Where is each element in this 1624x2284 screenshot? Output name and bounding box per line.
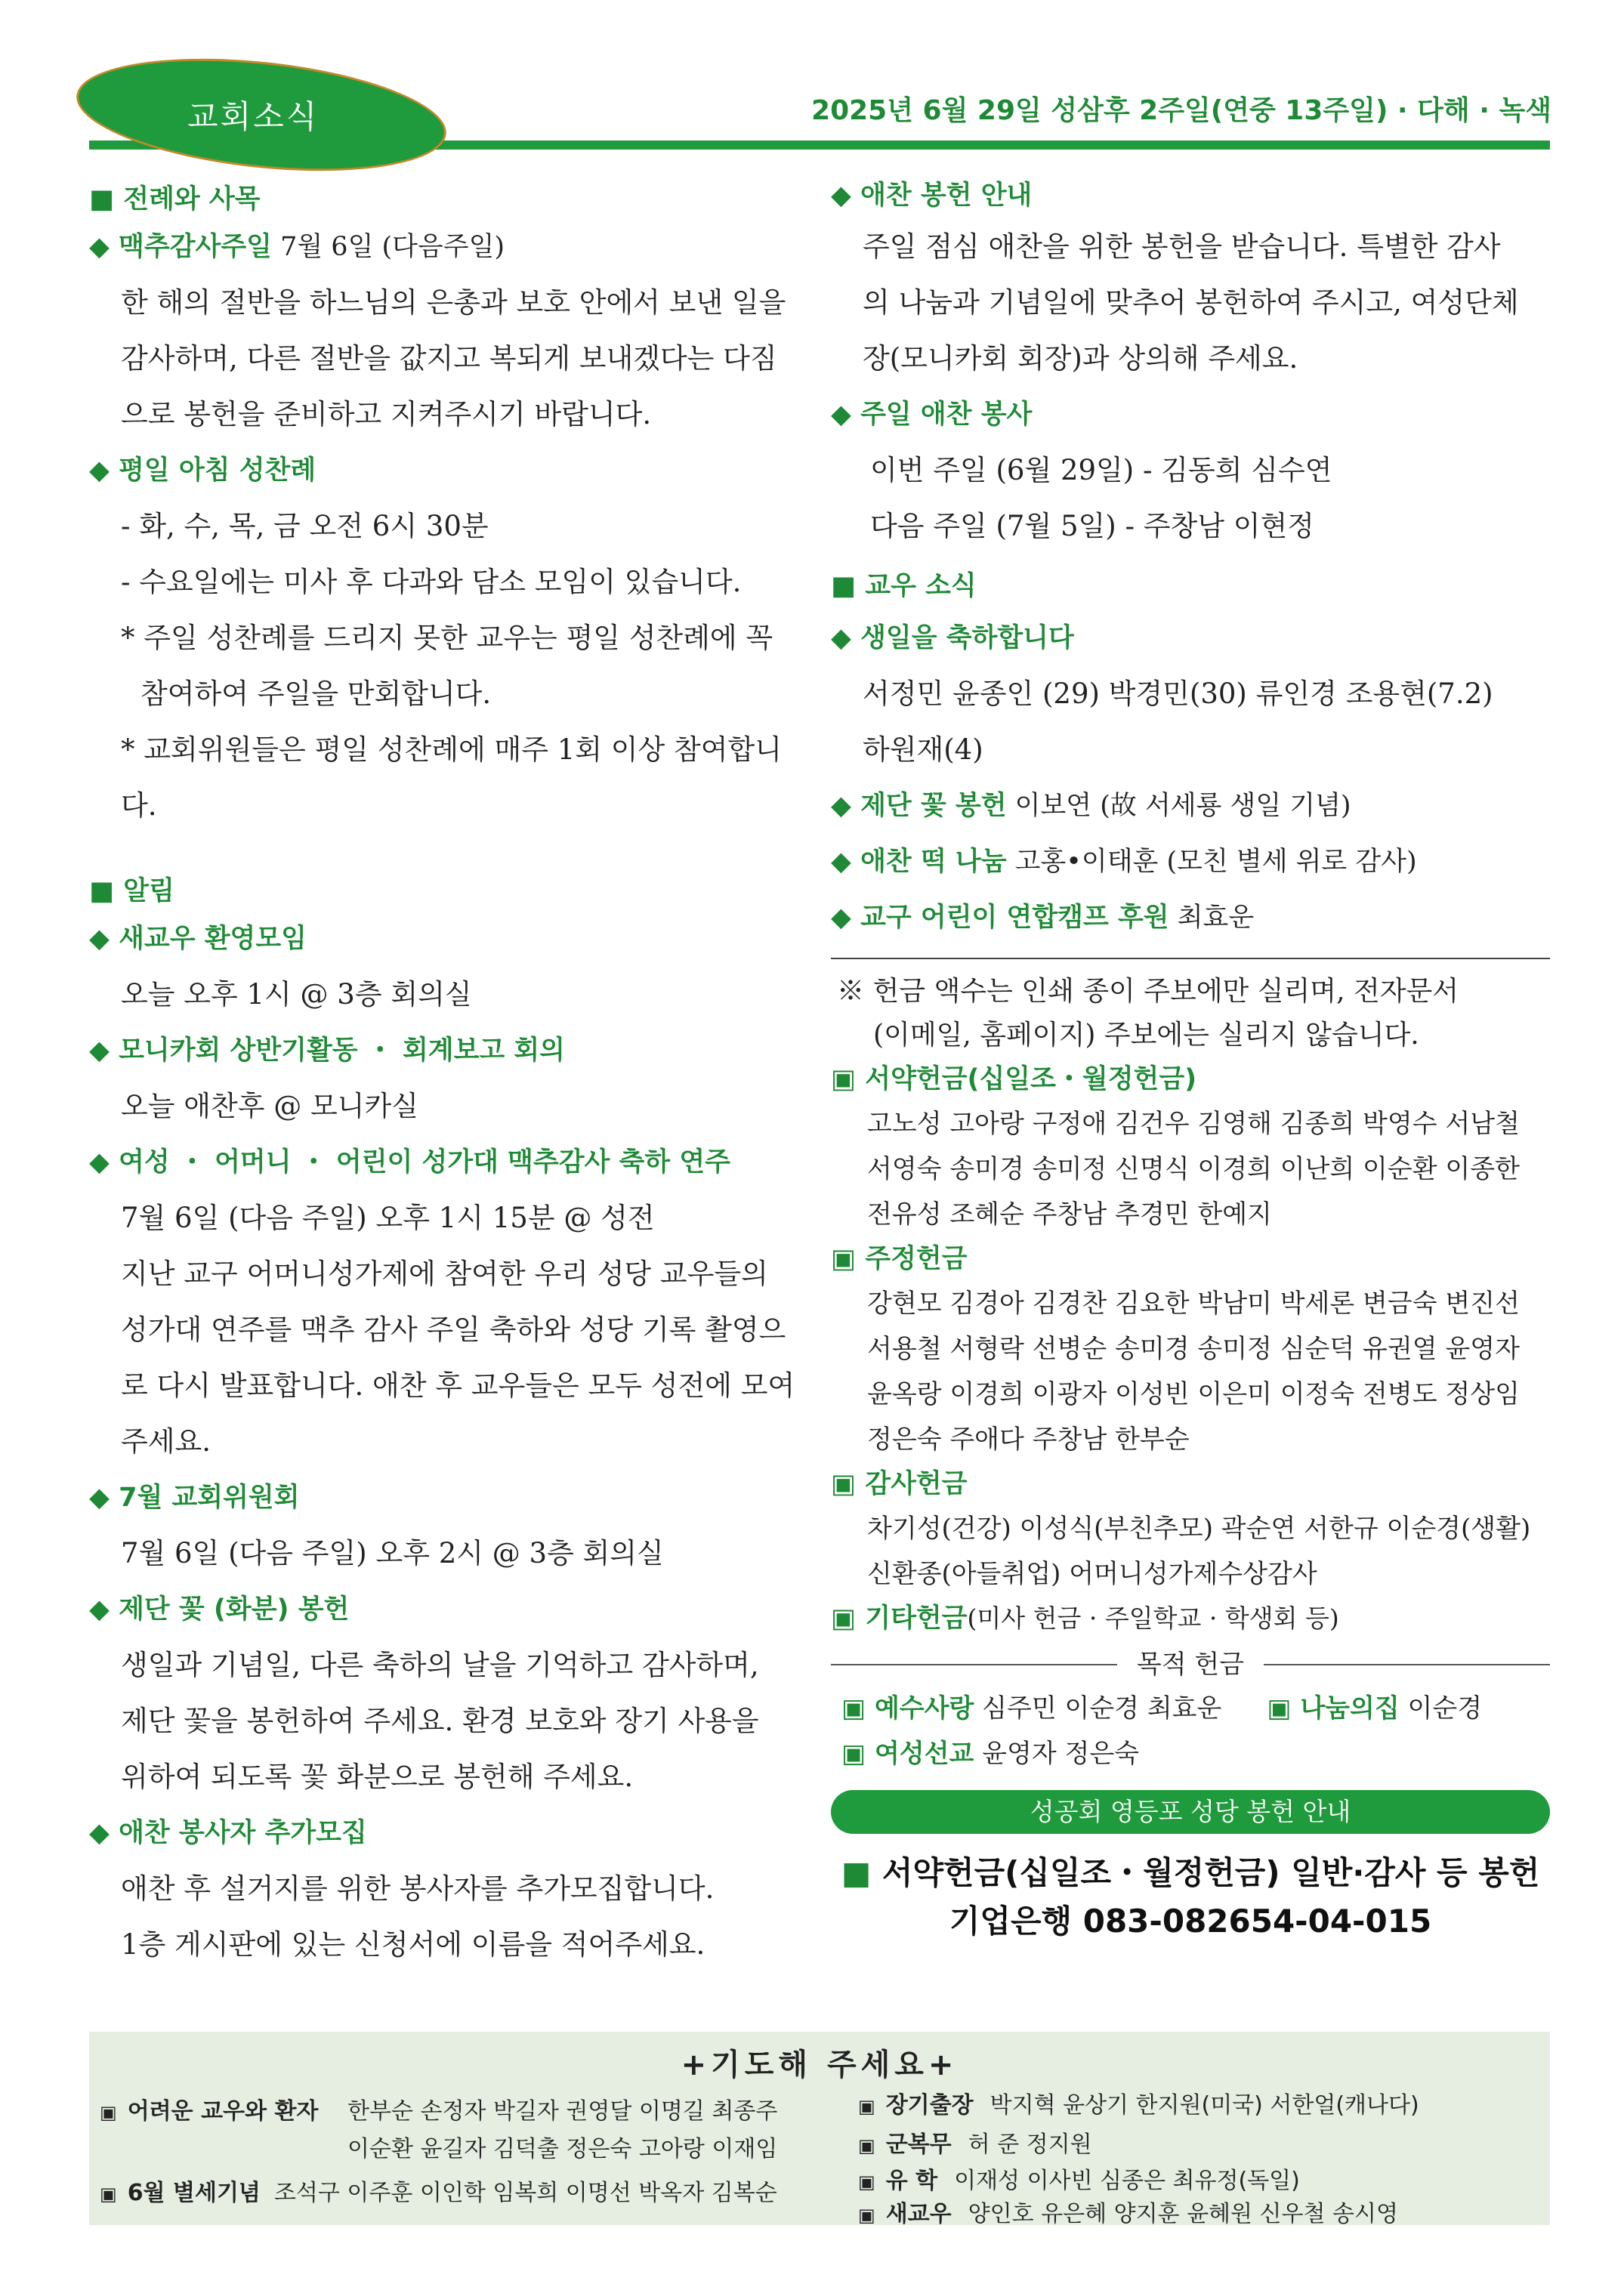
item-choir: ◆ 여성 ・ 어머니 ・ 어린이 성가대 맥추감사 축하 연주 — [89, 1147, 730, 1177]
prayer-study-abroad-names: 이재성 이사빈 심종은 최유정(독일) — [954, 2168, 1300, 2194]
thanks-names-2: 신환종(아들취업) 어머니성가제수상감사 — [867, 1559, 1317, 1589]
item-monica: ◆ 모니카회 상반기활동 ・ 회계보고 회의 — [89, 1036, 565, 1066]
purpose-women-mission-label: ▣ 여성선교 — [841, 1739, 974, 1769]
meal-offering-body-3: 장(모니카회 회장)과 상의해 주세요. — [863, 342, 1298, 375]
camp-support-title: ◆ 교구 어린이 연합캠프 후원 — [831, 903, 1169, 933]
other-title: ▣ 기타헌금 — [831, 1603, 968, 1634]
section-liturgy: ■ 전례와 사목 — [89, 184, 261, 215]
pledge-names-3: 전유성 조혜순 주창남 추경민 한예지 — [867, 1199, 1272, 1230]
item-rice-cake — [831, 834, 1550, 890]
purpose-label: 목적 헌금 — [1136, 1650, 1245, 1680]
bank-offering-types — [831, 1849, 1550, 1897]
offering-other — [831, 1597, 1550, 1640]
purpose-row-2 — [831, 1731, 1550, 1776]
item-thanksgiving-title: ◆ 맥추감사주일 — [89, 232, 272, 262]
meal-service-next-week: 다음 주일 (7월 5일) - 주창남 이현정 — [870, 510, 1314, 542]
item-thanksgiving-body-2: 감사하며, 다른 절반을 값지고 복되게 보내겠다는 다짐 — [121, 342, 777, 375]
prayer-business-trip — [858, 2086, 1419, 2119]
item-altar-flowers-body-2: 제단 꽃을 봉헌하여 주세요. 환경 보호와 장기 사용을 — [121, 1705, 759, 1737]
purpose-line-right — [1264, 1664, 1550, 1665]
item-thanksgiving-date: 7월 6일 (다음주일) — [271, 232, 505, 262]
pledge-names-2: 서영숙 송미경 송미정 신명식 이경희 이난희 이순환 이종한 — [867, 1154, 1520, 1184]
bank-offering-text: 서약헌금(십일조・월정헌금) 일반·감사 등 봉헌 — [871, 1854, 1540, 1891]
prayer-military-names: 허 준 정지원 — [968, 2131, 1092, 2158]
item-thanksgiving-body-1: 한 해의 절반을 하느님의 은총과 보호 안에서 보낸 일을 — [121, 286, 786, 319]
purpose-sharing-house-names: 이순경 — [1399, 1693, 1483, 1724]
prayer-business-trip-names: 박지혁 윤상기 한지원(미국) 서한얼(캐나다) — [990, 2092, 1419, 2119]
offering-note-2: (이메일, 홈페이지) 주보에는 실리지 않습니다. — [873, 1020, 1419, 1051]
purpose-offering-header — [831, 1644, 1550, 1686]
item-council: ◆ 7월 교회위원회 — [89, 1483, 300, 1513]
pledge-names-1: 고노성 고아랑 구정애 김건우 김영해 김종희 박영수 서남철 — [867, 1109, 1520, 1139]
header-tag: 교회소식 — [187, 98, 320, 135]
prayer-sick-label: 어려운 교우와 환자 — [127, 2098, 319, 2125]
prayer-sick — [100, 2092, 318, 2125]
prayer-sick-names-1: 한부순 손정자 박길자 권영달 이명길 최종주 — [347, 2098, 778, 2125]
offering-pledge-title: ▣ 서약헌금(십일조・월정헌금) — [831, 1064, 1197, 1094]
item-altar-flower-offering — [831, 778, 1550, 834]
prayer-military — [858, 2125, 1092, 2159]
item-volunteers-body-2: 1층 게시판에 있는 신청서에 이름을 적어주세요. — [121, 1928, 705, 1961]
weekday-line-1: - 화, 수, 목, 금 오전 6시 30분 — [121, 510, 489, 542]
birthdays-line-2: 하원재(4) — [863, 733, 983, 766]
offering-weekly-title: ▣ 주정헌금 — [831, 1244, 968, 1274]
item-monica-body: 오늘 애찬후 @ 모니카실 — [121, 1090, 418, 1122]
meal-service-this-week: 이번 주일 (6월 29일) - 김동희 심수연 — [870, 454, 1332, 486]
purpose-jesus-love-names: 심주민 이순경 최효운 — [974, 1693, 1222, 1724]
item-altar-flowers-body-1: 생일과 기념일, 다른 축하의 날을 기억하고 감사하며, — [121, 1649, 759, 1681]
item-thanksgiving — [89, 219, 814, 275]
rice-cake-title: ◆ 애찬 떡 나눔 — [831, 847, 1007, 877]
weekly-names-4: 정은숙 주애다 주창남 한부순 — [867, 1424, 1190, 1455]
item-choir-body-2: 지난 교구 어머니성가제에 참여한 우리 성당 교우들의 — [121, 1258, 768, 1290]
divider — [831, 958, 1550, 959]
item-choir-body-1: 7월 6일 (다음 주일) 오후 1시 15분 @ 성전 — [121, 1202, 655, 1234]
camp-support-donor: 최효운 — [1169, 903, 1255, 933]
prayer-sick-names-2: 이순환 윤길자 김덕출 정은숙 고아랑 이재임 — [347, 2136, 778, 2162]
item-birthdays: ◆ 생일을 축하합니다 — [831, 623, 1074, 653]
square-mark-icon: ▣ — [858, 2096, 875, 2117]
square-mark-icon: ▣ — [858, 2135, 875, 2156]
prayer-new-members-names: 양인호 유은혜 양지훈 윤혜원 신우철 송시영 — [968, 2201, 1398, 2227]
item-council-body: 7월 6일 (다음 주일) 오후 2시 @ 3층 회의실 — [121, 1537, 664, 1569]
thanks-names-1: 차기성(건강) 이성식(부친추모) 곽순연 서한규 이순경(생활) — [867, 1514, 1531, 1544]
left-column — [89, 172, 814, 1973]
prayer-title: +기도해 주세요+ — [681, 2048, 959, 2082]
purpose-row-1 — [831, 1686, 1550, 1731]
prayer-study-abroad — [858, 2162, 1300, 2195]
prayer-memorial-names: 조석구 이주훈 이인학 임복희 이명선 박옥자 김복순 — [273, 2180, 777, 2206]
item-altar-flowers-body-3: 위하여 되도록 꽃 화분으로 봉헌해 주세요. — [121, 1761, 634, 1793]
right-column — [831, 172, 1550, 1946]
purpose-line-left — [831, 1664, 1117, 1665]
altar-flower-title: ◆ 제단 꽃 봉헌 — [831, 791, 1007, 821]
prayer-new-members-label: 새교우 — [885, 2201, 952, 2227]
prayer-memorial-label: 6월 별세기념 — [127, 2180, 261, 2206]
offering-thanks-title: ▣ 감사헌금 — [831, 1469, 968, 1499]
other-desc: (미사 헌금 · 주일학교 · 학생회 등) — [967, 1603, 1339, 1633]
section-notice: ■ 알림 — [89, 876, 174, 906]
item-meal-service: ◆ 주일 애찬 봉사 — [831, 400, 1033, 430]
item-meal-offering: ◆ 애찬 봉헌 안내 — [831, 181, 1033, 211]
purpose-jesus-love-label: ▣ 예수사랑 — [841, 1693, 974, 1724]
section-members: ■ 교우 소식 — [831, 571, 977, 601]
prayer-new-members — [858, 2195, 1398, 2228]
weekly-names-2: 서용철 서형락 선병순 송미경 송미정 심순덕 유권열 윤영자 — [867, 1334, 1520, 1364]
prayer-military-label: 군복무 — [885, 2131, 952, 2158]
item-choir-body-4: 로 다시 발표합니다. 애찬 후 교우들은 모두 성전에 모여 — [121, 1369, 795, 1402]
item-altar-flowers: ◆ 제단 꽃 (화분) 봉헌 — [89, 1594, 350, 1625]
item-choir-body-3: 성가대 연주를 맥추 감사 주일 축하와 성당 기록 촬영으 — [121, 1313, 786, 1346]
altar-flower-donor: 이보연 (故 서세룡 생일 기념) — [1006, 791, 1351, 821]
item-thanksgiving-body-3: 으로 봉헌을 준비하고 지켜주시기 바랍니다. — [121, 398, 652, 431]
item-newcomer: ◆ 새교우 환영모임 — [89, 924, 307, 954]
bank-banner: 성공회 영등포 성당 봉헌 안내 — [831, 1790, 1550, 1834]
item-camp-support — [831, 890, 1550, 946]
item-weekday-eucharist: ◆ 평일 아침 성찬례 — [89, 455, 316, 486]
weekday-line-2: - 수요일에는 미사 후 다과와 담소 모임이 있습니다. — [121, 566, 742, 598]
prayer-business-trip-label: 장기출장 — [885, 2092, 974, 2119]
weekly-names-1: 강현모 김경아 김경찬 김요한 박남미 박세론 변금숙 변진선 — [867, 1289, 1520, 1319]
weekday-line-3: * 주일 성찬례를 드리지 못한 교우는 평일 성찬례에 꼭 — [121, 622, 773, 654]
prayer-memorial — [100, 2174, 777, 2207]
square-icon: ■ — [841, 1854, 872, 1891]
weekday-line-5: * 교회위원들은 평일 성찬례에 매주 1회 이상 참여합니다. — [121, 733, 782, 822]
rice-cake-donor: 고홍•이태훈 (모친 별세 위로 감사) — [1006, 847, 1417, 877]
weekly-names-3: 윤옥랑 이경희 이광자 이성빈 이은미 이정숙 전병도 정상임 — [867, 1379, 1520, 1409]
prayer-box — [89, 2032, 1550, 2225]
square-mark-icon: ▣ — [858, 2205, 875, 2226]
bank-account: 기업은행 083-082654-04-015 — [949, 1903, 1432, 1940]
item-volunteers-body-1: 애찬 후 설거지를 위한 봉사자를 추가모집합니다. — [121, 1872, 715, 1905]
birthdays-line-1: 서정민 윤종인 (29) 박경민(30) 류인경 조용현(7.2) — [863, 677, 1493, 710]
offering-note-1: ※ 헌금 액수는 인쇄 종이 주보에만 실리며, 전자문서 — [837, 976, 1459, 1007]
square-mark-icon: ▣ — [100, 2102, 117, 2123]
meal-offering-body-1: 주일 점심 애찬을 위한 봉헌을 받습니다. 특별한 감사 — [863, 230, 1501, 263]
header-date: 2025년 6월 29일 성삼후 2주일(연중 13주일) · 다해 · 녹색 — [811, 95, 1551, 126]
prayer-study-abroad-label: 유 학 — [885, 2168, 938, 2194]
purpose-women-mission-names: 윤영자 정은숙 — [974, 1739, 1140, 1769]
item-choir-body-5: 주세요. — [121, 1425, 211, 1458]
item-volunteers: ◆ 애찬 봉사자 추가모집 — [89, 1818, 367, 1848]
purpose-sharing-house-label: ▣ 나눔의집 — [1267, 1693, 1400, 1724]
square-mark-icon: ▣ — [858, 2171, 875, 2193]
weekday-line-4: 참여하여 주일을 만회합니다. — [140, 677, 492, 710]
meal-offering-body-2: 의 나눔과 기념일에 맞추어 봉헌하여 주시고, 여성단체 — [863, 286, 1519, 319]
item-newcomer-body: 오늘 오후 1시 @ 3층 회의실 — [121, 978, 472, 1011]
square-mark-icon: ▣ — [100, 2184, 117, 2205]
